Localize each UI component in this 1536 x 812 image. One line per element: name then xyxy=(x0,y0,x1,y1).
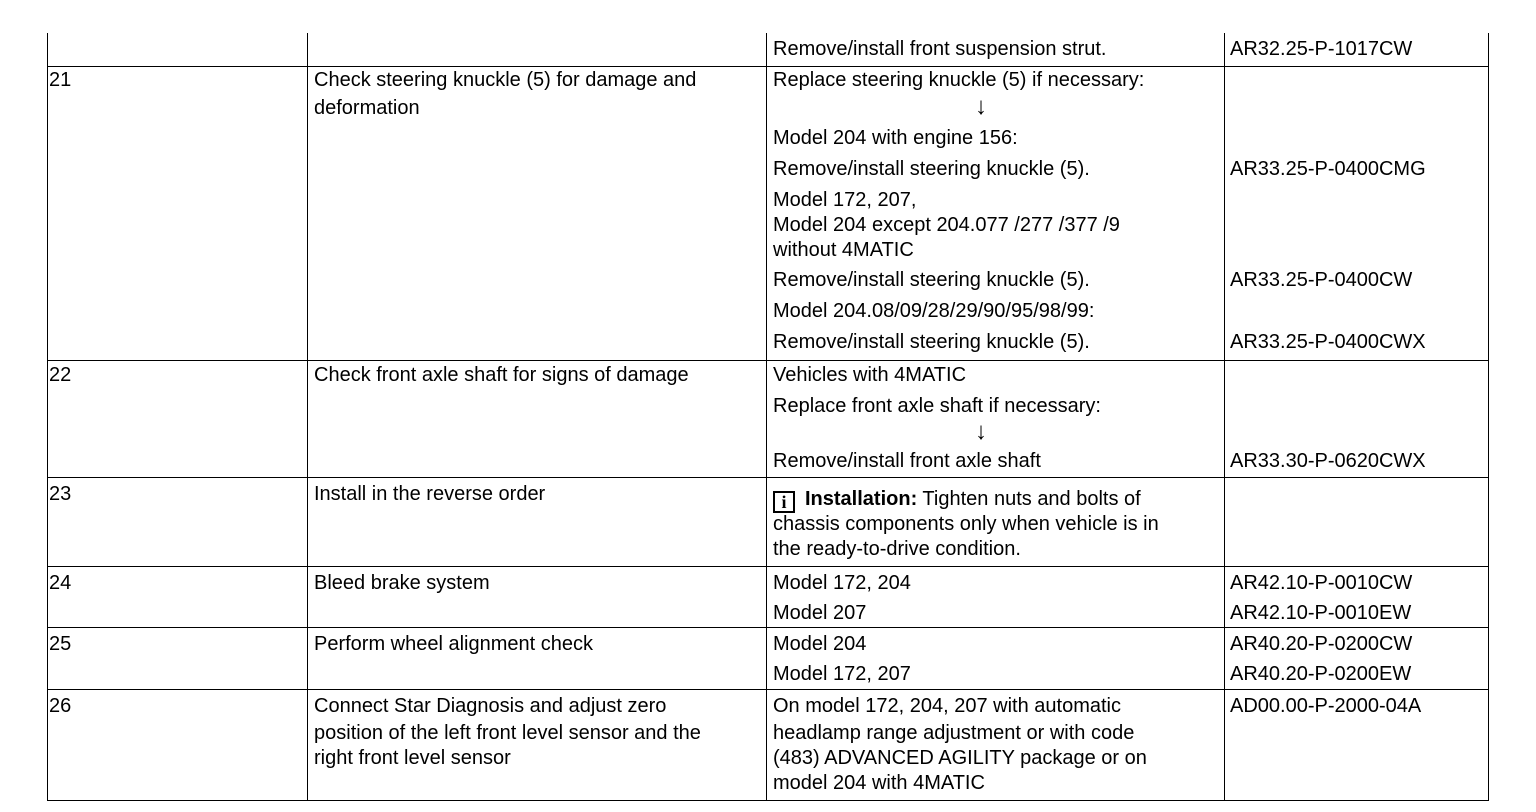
reference-code: AR33.25-P-0400CW xyxy=(1230,269,1413,291)
step-number: 21 xyxy=(49,69,72,91)
step-number: 25 xyxy=(49,633,72,655)
table-border-bottom xyxy=(47,800,1489,801)
detail-text: without 4MATIC xyxy=(773,239,914,261)
column-divider-1 xyxy=(307,33,308,801)
detail-text: Model 204 except 204.077 /277 /377 /9 xyxy=(773,214,1120,236)
reference-code: AR40.20-P-0200EW xyxy=(1230,663,1412,685)
step-number: 22 xyxy=(49,364,72,386)
reference-code: AR42.10-P-0010EW xyxy=(1230,602,1412,624)
down-arrow-icon: ↓ xyxy=(975,418,987,445)
action-text: Perform wheel alignment check xyxy=(314,633,594,655)
reference-code: AR33.30-P-0620CWX xyxy=(1230,450,1426,472)
row-divider xyxy=(47,566,1489,567)
action-text: Check steering knuckle (5) for damage and xyxy=(314,69,697,91)
detail-text: Model 172, 207, xyxy=(773,189,917,211)
detail-text: Model 204 xyxy=(773,633,867,655)
detail-text: Vehicles with 4MATIC xyxy=(773,364,967,386)
reference-code: AR33.25-P-0400CMG xyxy=(1230,158,1426,180)
detail-text: (483) ADVANCED AGILITY package or on xyxy=(773,747,1147,769)
action-text: position of the left front level sensor and the xyxy=(314,722,701,744)
detail-text: Model 172, 207 xyxy=(773,663,911,685)
installation-label: Installation: xyxy=(805,488,918,510)
column-divider-2 xyxy=(766,33,767,801)
action-text: right front level sensor xyxy=(314,747,511,769)
step-number: 23 xyxy=(49,483,72,505)
column-divider-3 xyxy=(1224,33,1225,801)
reference-code: AR40.20-P-0200CW xyxy=(1230,633,1413,655)
detail-text: Remove/install steering knuckle (5). xyxy=(773,331,1090,353)
row-divider xyxy=(47,66,1489,67)
reference-code: AR33.25-P-0400CWX xyxy=(1230,331,1426,353)
detail-text: Replace steering knuckle (5) if necessary: xyxy=(773,69,1145,91)
installation-note xyxy=(773,487,1141,513)
detail-text: chassis components only when vehicle is in xyxy=(773,513,1159,535)
detail-text: Remove/install steering knuckle (5). xyxy=(773,269,1090,291)
table-border-left xyxy=(47,33,48,801)
row-divider xyxy=(47,689,1489,690)
action-text: Install in the reverse order xyxy=(314,483,546,505)
info-icon: i xyxy=(773,491,795,513)
step-number: 26 xyxy=(49,695,72,717)
detail-text: the ready-to-drive condition. xyxy=(773,538,1021,560)
action-text: Bleed brake system xyxy=(314,572,490,594)
step-number: 24 xyxy=(49,572,72,594)
row-divider xyxy=(47,477,1489,478)
down-arrow-icon: ↓ xyxy=(975,93,987,120)
detail-text: Model 204.08/09/28/29/90/95/98/99: xyxy=(773,300,1095,322)
reference-code: AR32.25-P-1017CW xyxy=(1230,38,1413,60)
detail-text: Remove/install steering knuckle (5). xyxy=(773,158,1090,180)
detail-text: Model 207 xyxy=(773,602,867,624)
table-border-right xyxy=(1488,33,1489,801)
detail-text: Model 172, 204 xyxy=(773,572,911,594)
detail-text: On model 172, 204, 207 with automatic xyxy=(773,695,1121,717)
row-divider xyxy=(47,627,1489,628)
detail-text: Remove/install front suspension strut. xyxy=(773,38,1107,60)
reference-code: AR42.10-P-0010CW xyxy=(1230,572,1413,594)
action-text: Check front axle shaft for signs of damage xyxy=(314,364,689,386)
installation-note-text: Tighten nuts and bolts of xyxy=(917,488,1141,510)
detail-text: Replace front axle shaft if necessary: xyxy=(773,395,1101,417)
action-text: Connect Star Diagnosis and adjust zero xyxy=(314,695,667,717)
detail-text: headlamp range adjustment or with code xyxy=(773,722,1135,744)
detail-text: Remove/install front axle shaft xyxy=(773,450,1041,472)
detail-text: Model 204 with engine 156: xyxy=(773,127,1018,149)
reference-code: AD00.00-P-2000-04A xyxy=(1230,695,1422,717)
detail-text: model 204 with 4MATIC xyxy=(773,772,985,794)
row-divider xyxy=(47,360,1489,361)
action-text: deformation xyxy=(314,97,420,119)
